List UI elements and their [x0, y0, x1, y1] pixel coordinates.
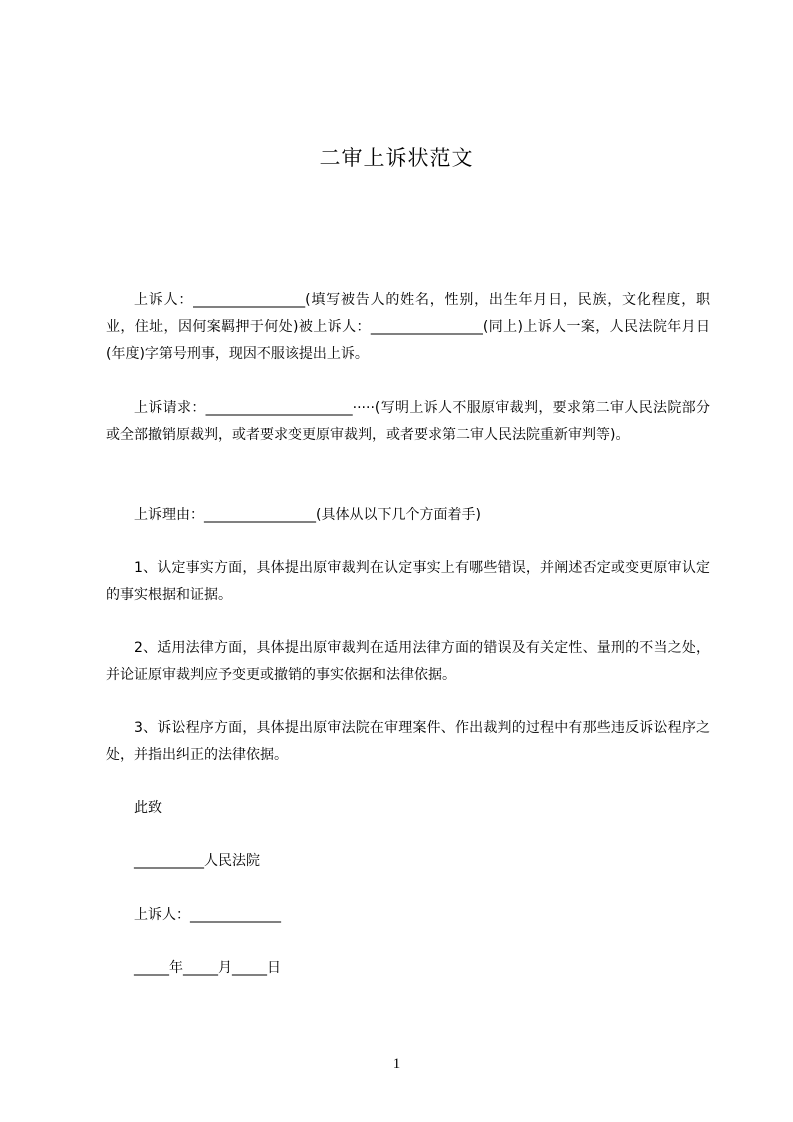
paragraph-point-1: 1、认定事实方面，具体提出原审裁判在认定事实上有哪些错误，并阐述否定或变更原审认定的事实根据和证据。	[106, 560, 710, 603]
paragraph-request: 上诉请求：_____________________·····(写明上诉人不服原审裁判，要求第二审人民法院部分或全部撤销原裁判，或者要求变更原审裁判，或者要求第二审人民法院重新审判等)。	[106, 400, 710, 443]
paragraph-appellant: 上诉人：________________(填写被告人的姓名，性别，出生年月日，民族，文化程度，职业，住址，因何案羁押于何处)被上诉人：________________(同上)上诉人一案，人民法院年月日(年度)字第号刑事，现因不服该提出上诉。	[106, 292, 710, 362]
document-title: 二审上诉状范文	[319, 146, 474, 170]
closing-date: _____年_____月_____日	[134, 960, 281, 976]
page-number: 1	[392, 1056, 401, 1072]
paragraph-point-2: 2、适用法律方面，具体提出原审裁判在适用法律方面的错误及有关定性、量刑的不当之处，并论证原审裁判应予变更或撤销的事实依据和法律依据。	[106, 640, 710, 683]
closing-salutation: 此致	[134, 800, 162, 816]
closing-signature: 上诉人：_____________	[134, 907, 281, 923]
paragraph-point-3: 3、诉讼程序方面，具体提出原审法院在审理案件、作出裁判的过程中有那些违反诉讼程序之处，并指出纠正的法律依据。	[106, 720, 710, 763]
closing-court: __________人民法院	[134, 853, 260, 869]
paragraph-reason: 上诉理由：________________(具体从以下几个方面着手)	[134, 507, 481, 523]
